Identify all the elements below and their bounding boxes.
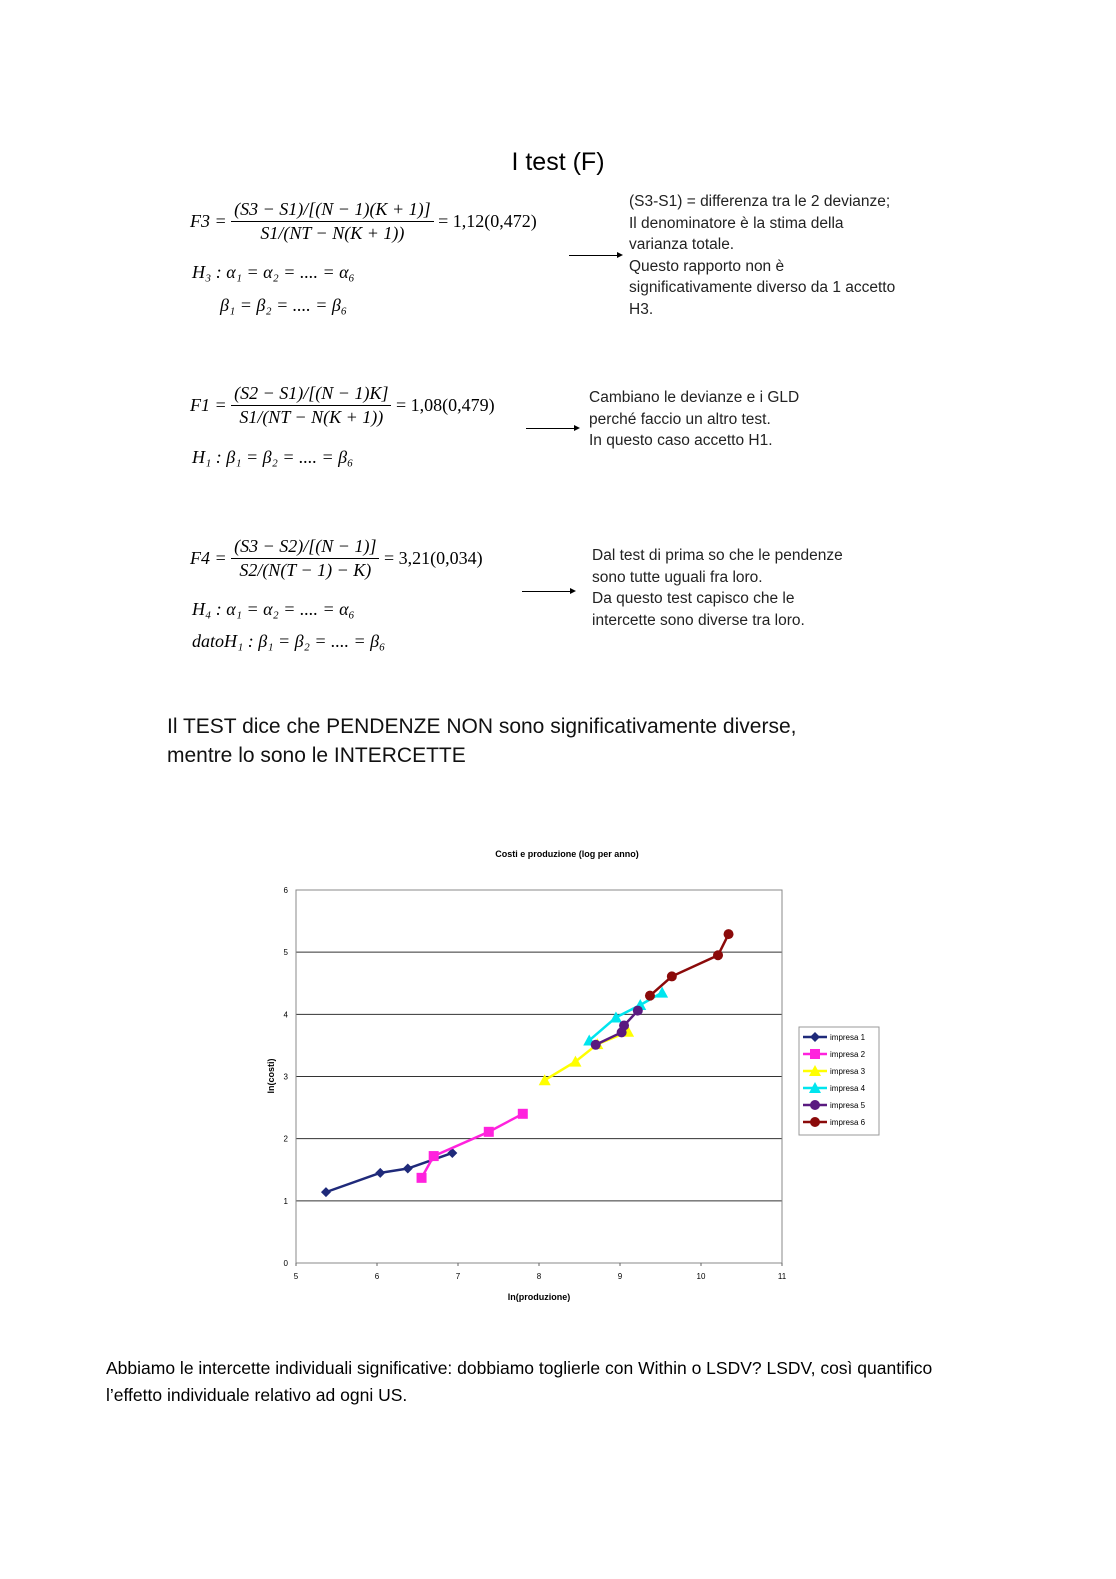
data-point <box>633 1006 643 1016</box>
series-impresa-6 <box>645 929 734 1001</box>
f1-formula <box>190 383 495 428</box>
conclusion-headline <box>167 712 796 770</box>
f4-fraction <box>231 536 379 581</box>
legend-item <box>803 1100 866 1110</box>
data-point <box>591 1040 601 1050</box>
y-axis-label: ln(costi) <box>266 1058 276 1094</box>
f3-note <box>629 191 895 320</box>
legend-label: impresa 4 <box>830 1084 866 1093</box>
f4-lhs: F4 = <box>190 548 227 568</box>
f3-fraction <box>231 199 433 244</box>
f1-fraction <box>231 383 391 428</box>
f3-note-line: Il denominatore è la stima della <box>629 214 844 232</box>
legend-marker <box>810 1117 820 1127</box>
f4-arrow-icon <box>522 591 574 592</box>
f4-formula <box>190 536 483 581</box>
data-point <box>539 1074 551 1085</box>
y-tick-label: 1 <box>283 1196 288 1206</box>
data-point <box>667 971 677 981</box>
f3-note-line: H3. <box>629 300 654 318</box>
f1-result: = 1,08(0,479) <box>395 395 495 415</box>
f4-note <box>592 545 843 631</box>
x-tick-label: 7 <box>455 1272 461 1281</box>
legend-label: impresa 2 <box>830 1050 866 1059</box>
chart-series <box>321 929 734 1197</box>
f3-note-line: Questo rapporto non è <box>629 257 785 275</box>
f3-result: = 1,12(0,472) <box>438 211 537 231</box>
x-tick-label: 8 <box>536 1272 542 1281</box>
f3-formula <box>190 199 537 244</box>
y-tick-label: 0 <box>283 1259 288 1268</box>
f3-denominator: S1/(NT − N(K + 1)) <box>260 223 405 243</box>
legend-marker <box>810 1049 820 1059</box>
x-tick-label: 11 <box>777 1272 787 1281</box>
data-point <box>610 1011 622 1022</box>
f1-denominator: S1/(NT − N(K + 1)) <box>239 407 384 427</box>
f3-hypothesis-alpha: H₃ : α₁ = α₂ = .... = α₆ <box>192 262 355 282</box>
cost-production-chart <box>240 835 900 1315</box>
f1-arrow-icon <box>526 428 578 429</box>
f4-note-line: intercette sono diverse tra loro. <box>592 611 805 629</box>
f1-note <box>589 387 799 452</box>
f4-note-line: sono tutte uguali fra loro. <box>592 568 763 586</box>
legend-label: impresa 6 <box>830 1118 866 1127</box>
footer-line: Abbiamo le intercette individuali significative: dobbiamo toglierle con Within o LSDV? LSDV, così quantifico <box>106 1358 933 1378</box>
f4-note-line: Da questo test capisco che le <box>592 590 795 607</box>
x-tick-label: 6 <box>374 1272 380 1281</box>
f3-numerator: (S3 − S1)/[(N − 1)(K + 1)] <box>231 199 433 222</box>
x-axis-label: ln(produzione) <box>507 1292 571 1302</box>
legend-item <box>803 1049 866 1059</box>
f3-lhs: F3 = <box>190 211 227 231</box>
data-point <box>724 929 734 939</box>
f3-note-line: (S3-S1) = differenza tra le 2 devianze; <box>629 193 891 210</box>
f1-numerator: (S2 − S1)/[(N − 1)K] <box>231 383 391 406</box>
f4-hypothesis-dato: datoH₁ : β₁ = β₂ = .... = β₆ <box>192 631 386 651</box>
x-tick-label: 10 <box>696 1272 706 1281</box>
data-point <box>375 1168 385 1178</box>
f1-note-line: In questo caso accetto H1. <box>589 432 773 449</box>
chart-title: Costi e produzione (log per anno) <box>495 849 639 859</box>
footer-line: l’effetto individuale relativo ad ogni US. <box>106 1385 408 1405</box>
y-tick-label: 4 <box>283 1010 288 1020</box>
f3-note-line: significativamente diverso da 1 accetto <box>629 279 896 296</box>
page-title: I test (F) <box>511 148 605 176</box>
legend-label: impresa 3 <box>830 1067 866 1076</box>
legend-label: impresa 1 <box>830 1033 866 1042</box>
legend-label: impresa 5 <box>830 1101 866 1110</box>
footer-paragraph <box>106 1355 932 1409</box>
f1-note-line: perché faccio un altro test. <box>589 410 771 428</box>
y-axis <box>284 886 289 1268</box>
series-impresa-5 <box>591 1006 643 1050</box>
headline-line: Il TEST dice che PENDENZE NON sono significativamente diverse, <box>167 715 797 738</box>
series-impresa-2 <box>417 1109 528 1183</box>
f1-note-line: Cambiano le devianze e i GLD <box>589 389 800 406</box>
data-point <box>645 991 655 1001</box>
y-tick-label: 3 <box>283 1072 288 1082</box>
y-tick-label: 2 <box>283 1134 288 1144</box>
series-line <box>650 934 729 996</box>
y-tick-label: 6 <box>283 886 288 895</box>
f3-hypothesis-beta: β₁ = β₂ = .... = β₆ <box>220 295 348 315</box>
f4-denominator: S2/(N(T − 1) − K) <box>239 560 372 580</box>
x-axis <box>294 1263 787 1281</box>
data-point <box>518 1109 528 1119</box>
data-point <box>429 1151 439 1161</box>
data-point <box>321 1187 331 1197</box>
headline-line: mentre lo sono le INTERCETTE <box>167 744 466 767</box>
data-point <box>417 1173 427 1183</box>
legend-item <box>803 1117 866 1127</box>
y-tick-label: 5 <box>283 948 288 958</box>
series-line <box>545 1032 628 1080</box>
data-point <box>619 1021 629 1031</box>
series-line <box>422 1114 523 1178</box>
f1-lhs: F1 = <box>190 395 227 415</box>
chart-grid <box>296 952 782 1201</box>
x-tick-label: 9 <box>617 1272 623 1281</box>
f1-hypothesis-beta: H₁ : β₁ = β₂ = .... = β₆ <box>192 447 354 467</box>
x-tick-label: 5 <box>293 1272 299 1281</box>
data-point <box>403 1164 413 1174</box>
data-point <box>713 950 723 960</box>
f4-result: = 3,21(0,034) <box>383 548 483 568</box>
f4-numerator: (S3 − S2)/[(N − 1)] <box>231 536 379 559</box>
f4-note-line: Dal test di prima so che le pendenze <box>592 547 843 564</box>
data-point <box>484 1127 494 1137</box>
legend-marker <box>810 1100 820 1110</box>
f4-hypothesis-alpha: H₄ : α₁ = α₂ = .... = α₆ <box>192 599 355 619</box>
chart-legend <box>799 1027 879 1135</box>
f3-arrow-icon <box>569 255 621 256</box>
f3-note-line: varianza totale. <box>629 236 735 253</box>
